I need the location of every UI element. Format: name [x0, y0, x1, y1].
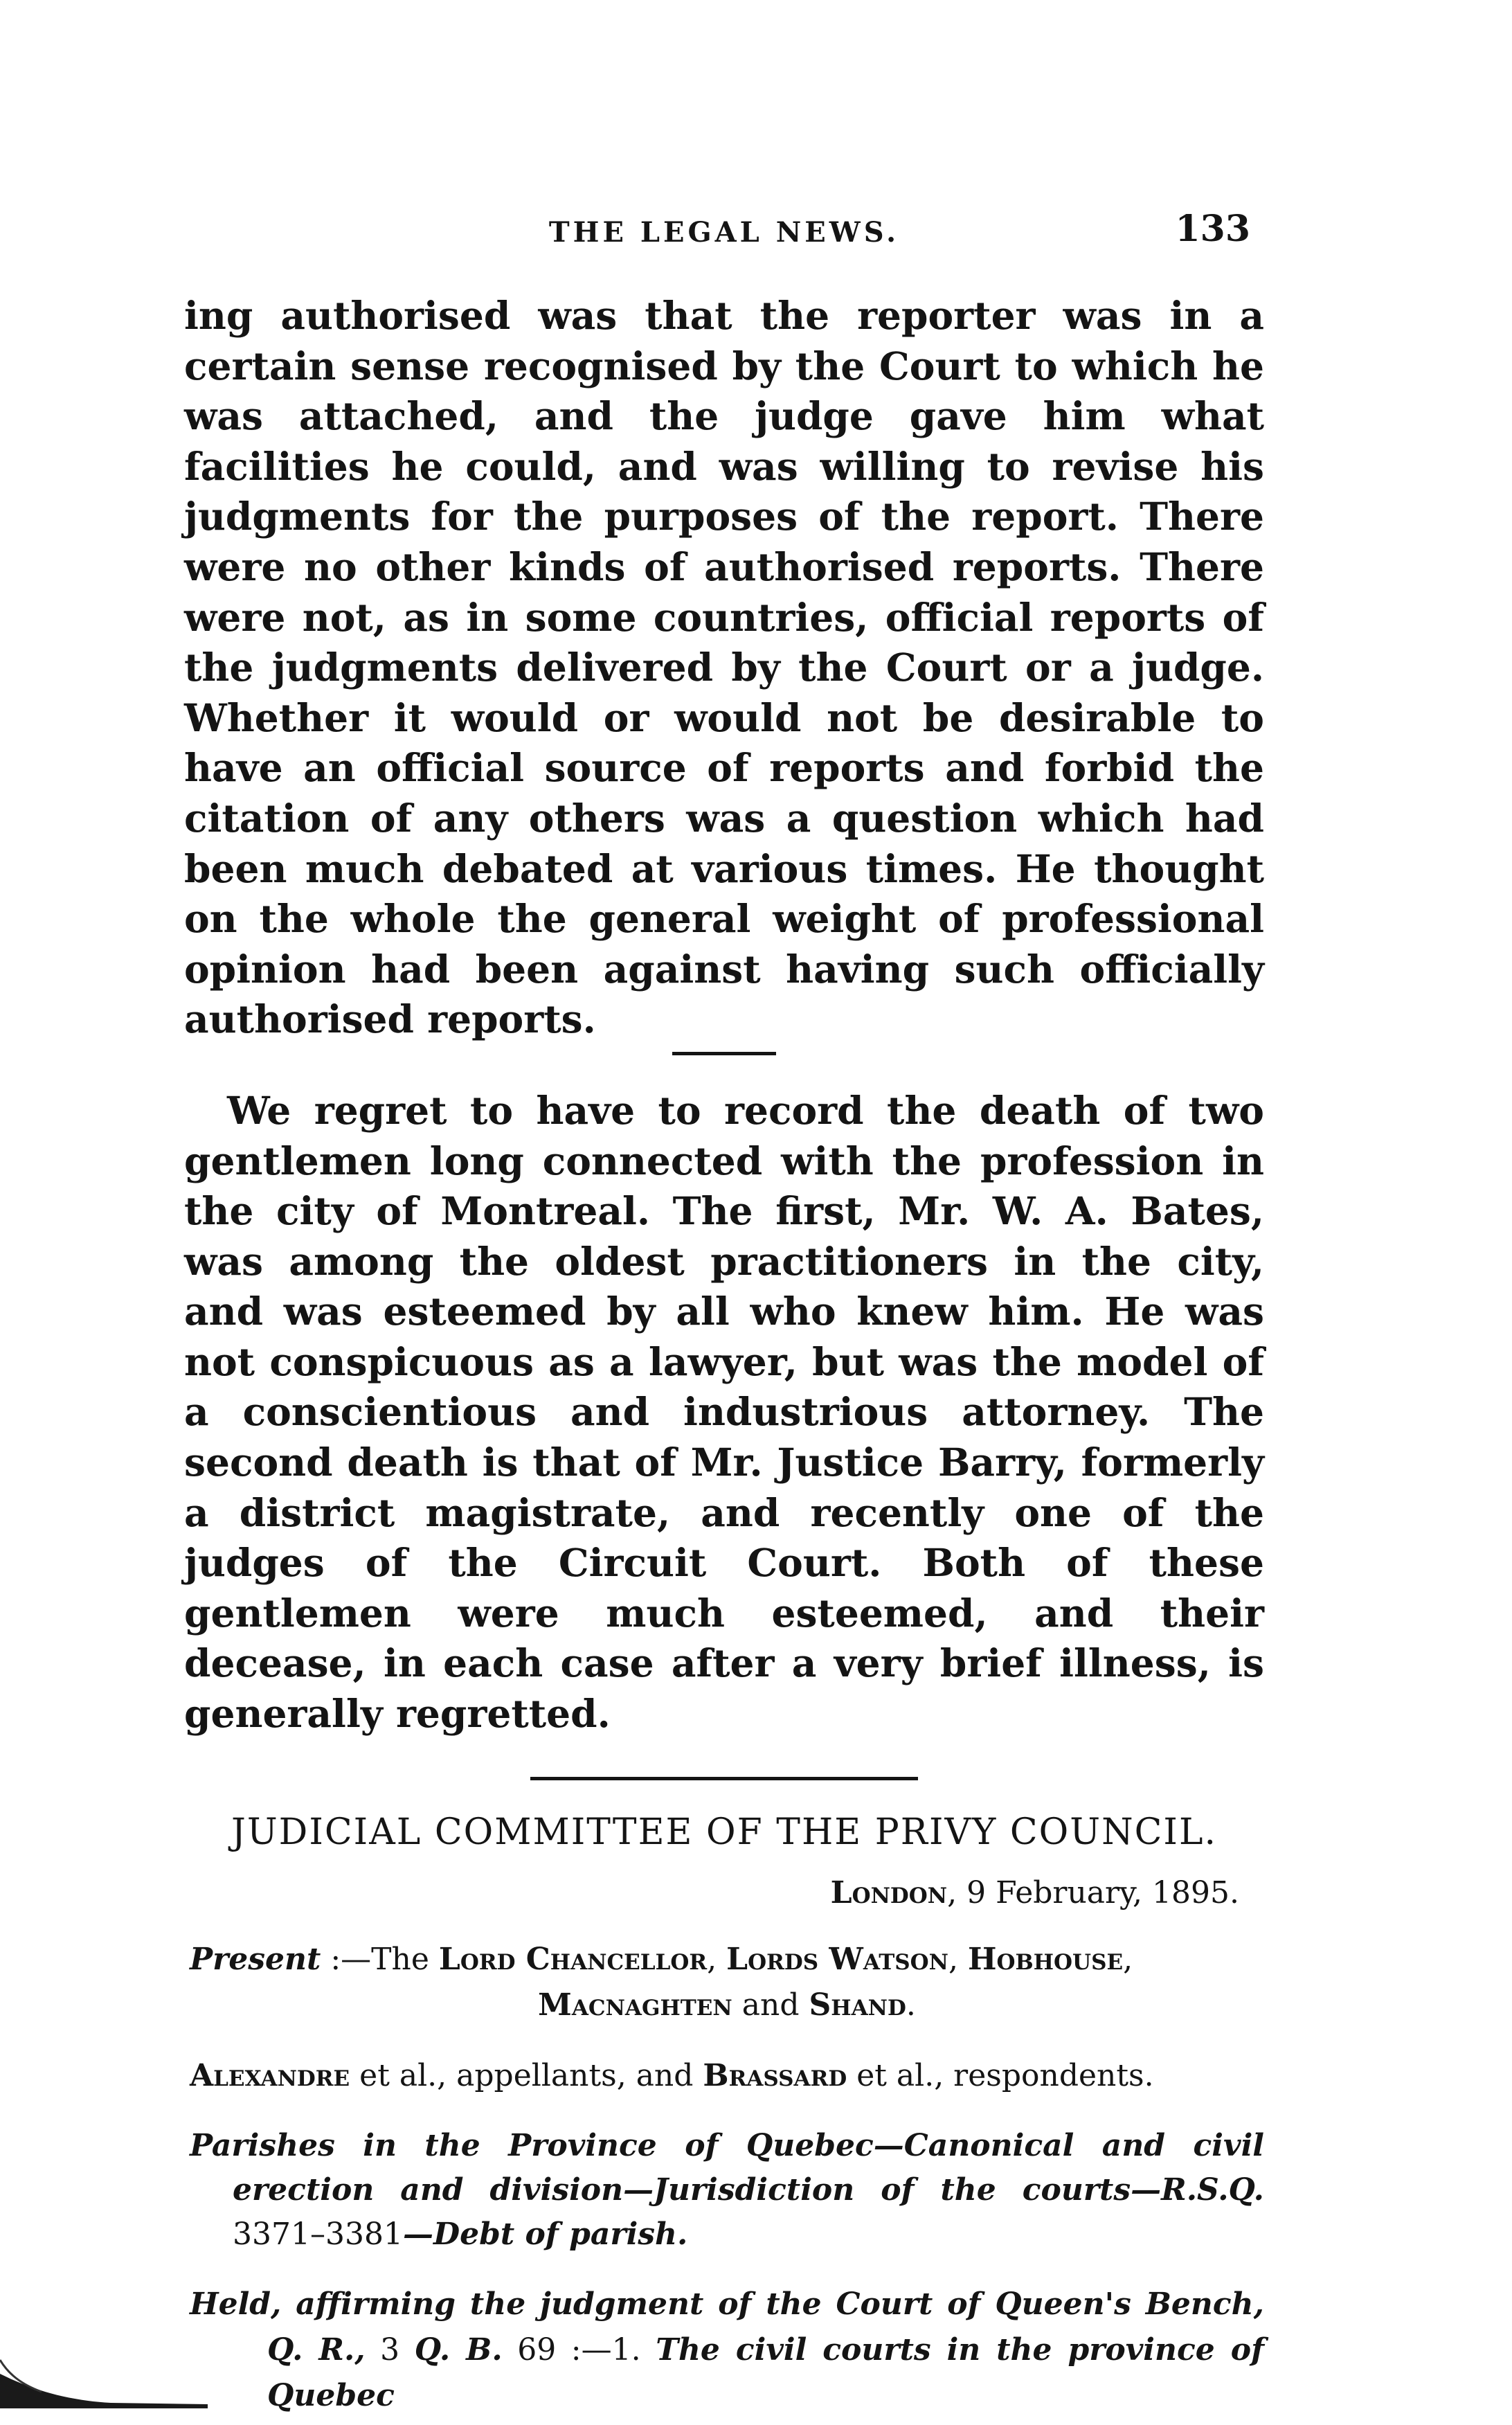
respondent-name: Brassard	[703, 2057, 847, 2093]
headnote	[184, 2124, 1264, 2257]
present-sep-2: ,	[948, 1941, 968, 1977]
lord-shand: Shand	[809, 1987, 906, 2023]
present-label: Present	[190, 1941, 321, 1977]
running-head: THE LEGAL NEWS.	[548, 216, 900, 249]
present-and: and	[732, 1987, 809, 2023]
lord-chancellor: Lord Chancellor	[438, 1941, 708, 1977]
present-text: :—The	[321, 1941, 439, 1977]
parties-line	[184, 2053, 1264, 2099]
held-page: 69 :—1.	[502, 2332, 656, 2368]
parties-end: et al., respondents.	[847, 2057, 1154, 2093]
place-name: London	[830, 1874, 948, 1911]
lord-hobhouse: Hobhouse	[967, 1941, 1124, 1977]
paragraph-obituary: We regret to have to record the death of two gentlemen long connected with the profession in the city of Montreal. The first, Mr. W. A. Bates, was among the oldest practitioners in the city, and was esteemed by all who knew him. He was not conspicuous as a lawyer, but was the model of a conscientious and industrious attorney. The second death is that of Mr. Justice Barry, formerly a district magistrate, and recently one of the judges of the Circuit Court. Both of these gentlemen were much esteemed, and their decease, in each case after a very brief illness, is generally regretted.	[184, 1087, 1264, 1737]
present-sep-1: ,	[707, 1941, 727, 1977]
headnote-subject: Parishes in the Province of Quebec—Canonical and civil erection and division—Jurisdiction of the courts—R.S.Q.	[190, 2127, 1264, 2208]
present-second-line	[190, 1983, 1264, 2028]
parties-mid: et al., appellants, and	[350, 2057, 703, 2093]
lord-macnaghten: Macnaghten	[538, 1987, 732, 2023]
scan-edge-mark	[0, 2346, 208, 2408]
present-sep-3: ,	[1123, 1941, 1133, 1977]
lords-watson: Lords Watson	[726, 1941, 948, 1977]
headnote-articles: 3371–3381	[233, 2216, 403, 2252]
text-column	[184, 291, 1264, 2419]
present-end: .	[906, 1987, 916, 2023]
page-number: 133	[1175, 208, 1250, 250]
section-divider-short	[672, 1052, 776, 1055]
held-paragraph	[184, 2282, 1264, 2419]
held-intro: Held, affirming the judgment of the Court of Queen's Bench, Q. R.,	[190, 2286, 1264, 2368]
held-reporter: Q. B.	[414, 2332, 503, 2368]
section-divider-long	[530, 1777, 918, 1780]
appellant-name: Alexandre	[190, 2057, 350, 2093]
held-text: The civil courts in the province of Quebec	[267, 2332, 1264, 2413]
place-date	[184, 1869, 1239, 1917]
present-line	[184, 1937, 1264, 2028]
headnote-end: —Debt of parish.	[402, 2216, 688, 2252]
court-title: JUDICIAL COMMITTEE OF THE PRIVY COUNCIL.	[231, 1811, 1218, 1853]
held-volume: 3	[365, 2332, 415, 2368]
page-header	[184, 208, 1264, 256]
date-text: , 9 February, 1895.	[947, 1874, 1239, 1911]
paragraph-reports: ing authorised was that the reporter was in a certain sense recognised by the Court to which he was attached, and the judge gave him what facilities he could, and was willing to revise his judgments for the purposes of the report. There were no other kinds of authorised reports. There were not, as in some countries, official reports of the judgments delivered by the Court or a judge. Whether it would or would not be desirable to have an official source of reports and forbid the citation of any others was a question which had been much debated at various times. He thought on the whole the general weight of professional opinion had been against having such officially authorised reports.	[184, 293, 1264, 1042]
